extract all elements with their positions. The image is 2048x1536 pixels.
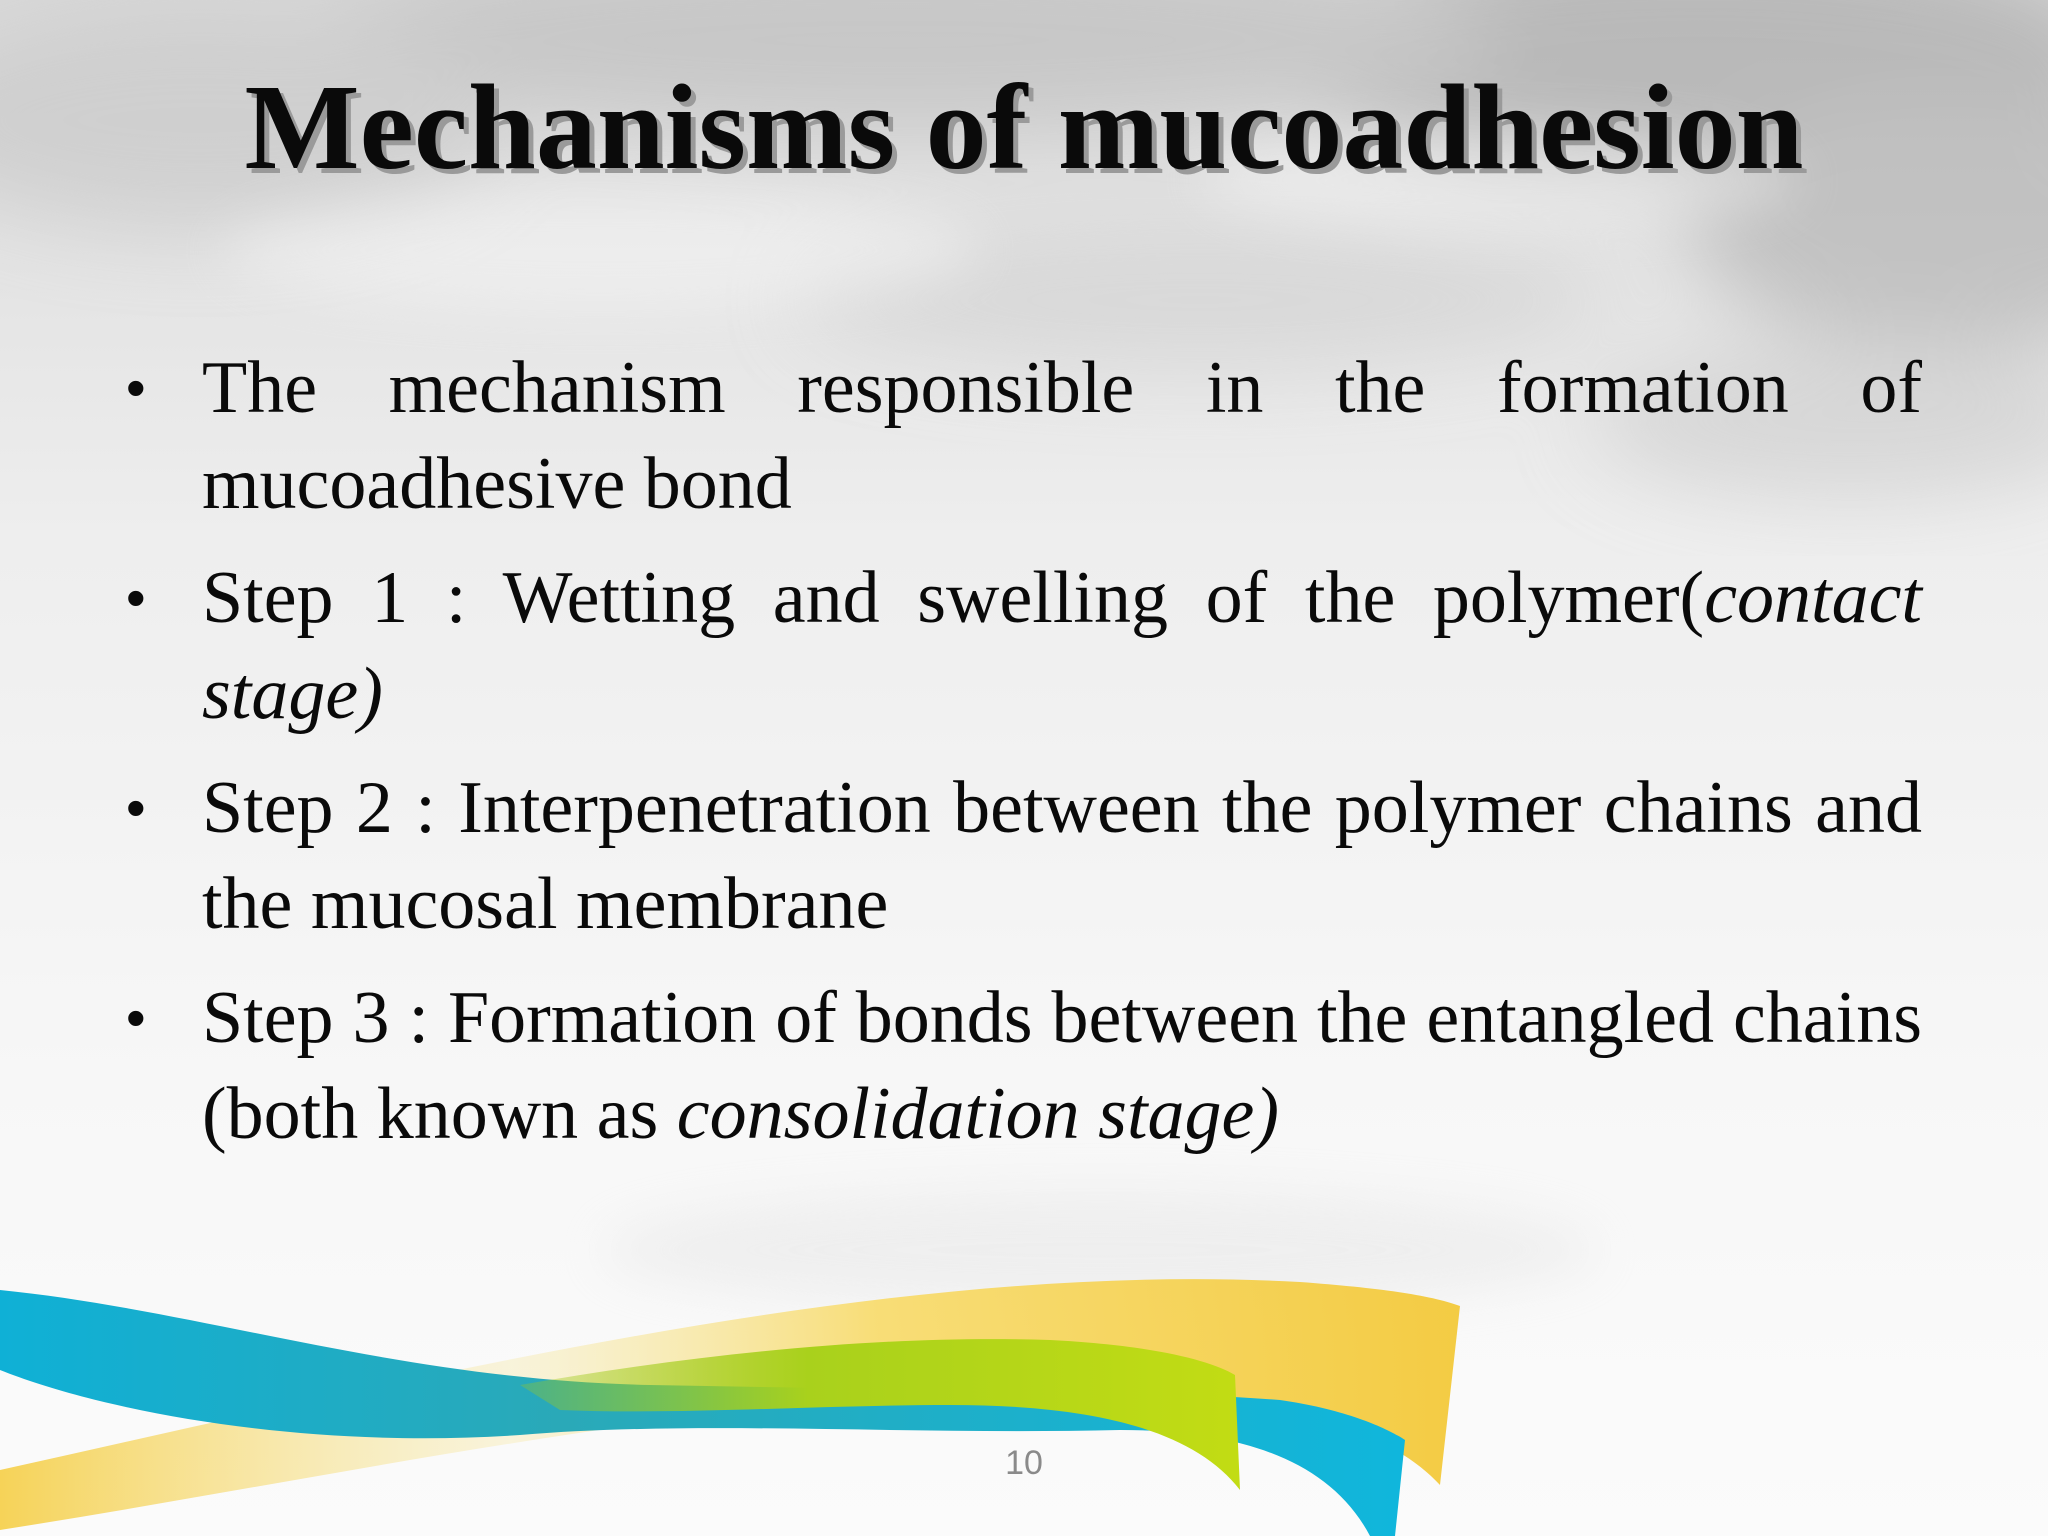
bullet-item xyxy=(122,340,1922,532)
bullet-list xyxy=(122,340,1922,1180)
bullet-item xyxy=(122,970,1922,1162)
bullet-item xyxy=(122,550,1922,742)
bullet-dot-icon: • xyxy=(126,776,146,839)
bullet-text: Step 3 : Formation of bonds between the entangled chains (both known as xyxy=(202,977,1922,1155)
bullet-text: The mechanism responsible in the formation of mucoadhesive bond xyxy=(202,347,1922,525)
slide-title: Mechanisms of mucoadhesion xyxy=(244,60,1804,195)
bullet-dot-icon: • xyxy=(126,986,146,1049)
page-number: 10 xyxy=(1005,1444,1043,1482)
decorative-wave-graphic xyxy=(0,1240,2048,1536)
bullet-item xyxy=(122,760,1922,952)
bullet-text: Step 1 : Wetting and swelling of the polymer( xyxy=(202,557,1705,639)
bullet-italic-text: consolidation stage) xyxy=(676,1073,1280,1155)
bullet-dot-icon: • xyxy=(126,566,146,629)
bullet-dot-icon: • xyxy=(126,356,146,419)
bullet-italic-text: contact stage) xyxy=(202,557,1922,735)
bullet-text: Step 2 : Interpenetration between the polymer chains and the mucosal membrane xyxy=(202,767,1922,945)
